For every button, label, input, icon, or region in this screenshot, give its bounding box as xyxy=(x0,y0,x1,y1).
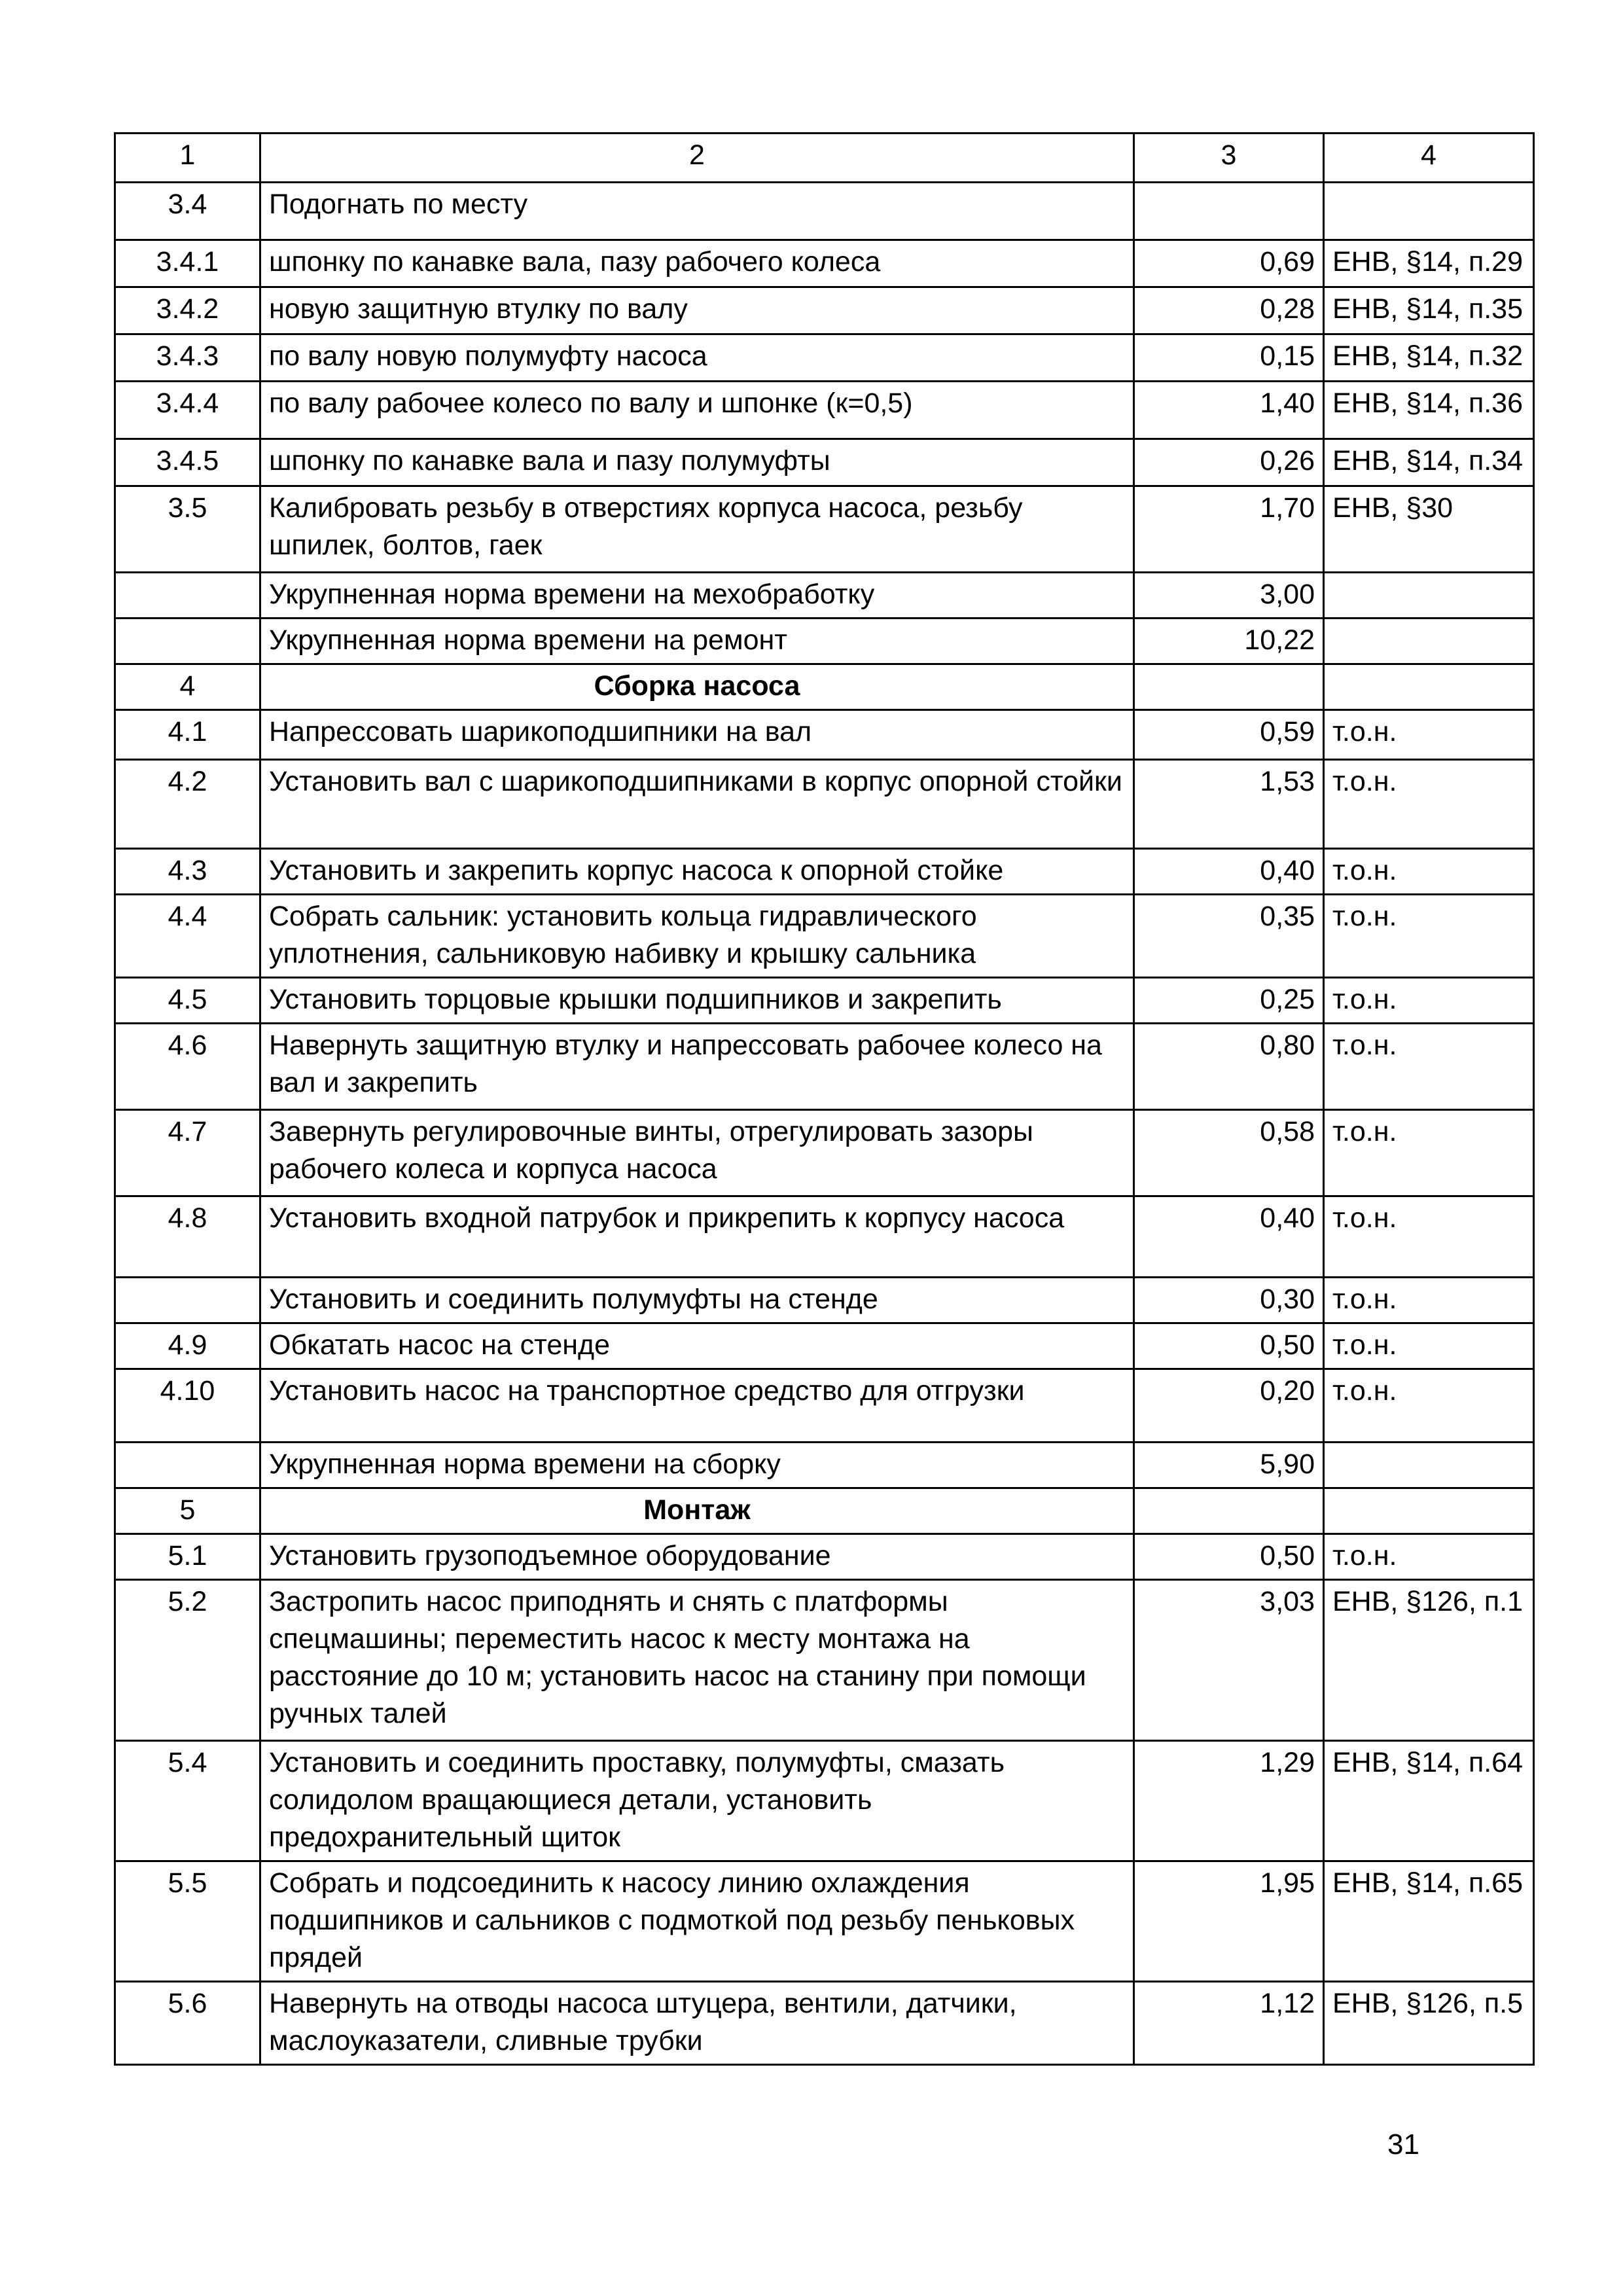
table-row xyxy=(115,1278,1534,1323)
operation-text: Застропить насос приподнять и снять с платформы спецмашины; переместить насос к месту монтажа на расстояние до 10 м; установить насос на станину при помощи ручных талей xyxy=(260,1580,1134,1741)
norm-reference: т.о.н. xyxy=(1324,1534,1534,1580)
column-header-time: 3 xyxy=(1134,134,1324,183)
norm-reference: т.о.н. xyxy=(1324,1024,1534,1110)
norm-reference: ЕНВ, §14, п.65 xyxy=(1324,1861,1534,1982)
norm-reference: т.о.н. xyxy=(1324,1323,1534,1369)
operation-text: Установить входной патрубок и прикрепить к корпусу насоса xyxy=(260,1196,1134,1278)
time-norm: 0,58 xyxy=(1134,1110,1324,1196)
column-header-number: 1 xyxy=(115,134,260,183)
table-row xyxy=(115,573,1534,619)
row-number: 4 xyxy=(115,664,260,710)
time-norm: 1,12 xyxy=(1134,1982,1324,2065)
table-row xyxy=(115,1443,1534,1488)
table-row xyxy=(115,619,1534,664)
table-row xyxy=(115,1982,1534,2065)
table-row xyxy=(115,710,1534,760)
row-number: 4.1 xyxy=(115,710,260,760)
section-row xyxy=(115,1488,1534,1534)
time-norm xyxy=(1134,183,1324,240)
table-row xyxy=(115,1024,1534,1110)
row-number: 3.4.2 xyxy=(115,287,260,334)
row-number: 3.4 xyxy=(115,183,260,240)
operation-text: шпонку по канавке вала, пазу рабочего колеса xyxy=(260,240,1134,287)
norm-reference: т.о.н. xyxy=(1324,1110,1534,1196)
time-norm: 1,70 xyxy=(1134,486,1324,573)
operation-text: Калибровать резьбу в отверстиях корпуса насоса, резьбу шпилек, болтов, гаек xyxy=(260,486,1134,573)
norm-reference: т.о.н. xyxy=(1324,1278,1534,1323)
row-number: 4.9 xyxy=(115,1323,260,1369)
norm-reference: ЕНВ, §126, п.1 xyxy=(1324,1580,1534,1741)
norm-reference: т.о.н. xyxy=(1324,1369,1534,1443)
section-title: Сборка насоса xyxy=(260,664,1134,710)
time-norm: 0,80 xyxy=(1134,1024,1324,1110)
section-row xyxy=(115,664,1534,710)
time-norm xyxy=(1134,664,1324,710)
time-norm: 1,29 xyxy=(1134,1741,1324,1861)
row-number: 4.10 xyxy=(115,1369,260,1443)
time-norm: 0,26 xyxy=(1134,439,1324,486)
operation-text: Собрать сальник: установить кольца гидравлического уплотнения, сальниковую набивку и крышку сальника xyxy=(260,895,1134,978)
operation-text: Укрупненная норма времени на ремонт xyxy=(260,619,1134,664)
norm-reference: т.о.н. xyxy=(1324,710,1534,760)
table-row xyxy=(115,1369,1534,1443)
operation-text: Напрессовать шарикоподшипники на вал xyxy=(260,710,1134,760)
operation-text: Установить и соединить проставку, полумуфты, смазать солидолом вращающиеся детали, установить предохранительный щиток xyxy=(260,1741,1134,1861)
time-norm: 0,15 xyxy=(1134,334,1324,382)
table-body xyxy=(115,134,1534,2065)
table-row xyxy=(115,1580,1534,1741)
norm-reference: ЕНВ, §14, п.34 xyxy=(1324,439,1534,486)
row-number: 5 xyxy=(115,1488,260,1534)
time-norm: 0,25 xyxy=(1134,978,1324,1024)
time-norm xyxy=(1134,1488,1324,1534)
row-number: 5.4 xyxy=(115,1741,260,1861)
time-norm: 0,50 xyxy=(1134,1534,1324,1580)
row-number: 3.4.1 xyxy=(115,240,260,287)
table-row xyxy=(115,439,1534,486)
operation-text: шпонку по канавке вала и пазу полумуфты xyxy=(260,439,1134,486)
norm-reference xyxy=(1324,183,1534,240)
table-row xyxy=(115,895,1534,978)
row-number: 4.3 xyxy=(115,849,260,895)
table-row xyxy=(115,1323,1534,1369)
table-row xyxy=(115,760,1534,849)
time-norm: 0,28 xyxy=(1134,287,1324,334)
time-norm: 0,20 xyxy=(1134,1369,1324,1443)
row-number xyxy=(115,573,260,619)
row-number: 4.2 xyxy=(115,760,260,849)
section-title: Монтаж xyxy=(260,1488,1134,1534)
norm-reference xyxy=(1324,619,1534,664)
operation-text: Установить и соединить полумуфты на стенде xyxy=(260,1278,1134,1323)
operation-text: Установить вал с шарикоподшипниками в корпус опорной стойки xyxy=(260,760,1134,849)
time-norm: 0,40 xyxy=(1134,1196,1324,1278)
operation-text: по валу рабочее колесо по валу и шпонке (к=0,5) xyxy=(260,382,1134,439)
time-norm: 1,53 xyxy=(1134,760,1324,849)
operation-text: Обкатать насос на стенде xyxy=(260,1323,1134,1369)
operation-text: Собрать и подсоединить к насосу линию охлаждения подшипников и сальников с подмоткой под резьбу пеньковых прядей xyxy=(260,1861,1134,1982)
operation-text: новую защитную втулку по валу xyxy=(260,287,1134,334)
operation-text: Подогнать по месту xyxy=(260,183,1134,240)
time-norm: 1,95 xyxy=(1134,1861,1324,1982)
row-number: 3.4.5 xyxy=(115,439,260,486)
table-row xyxy=(115,287,1534,334)
page-number: 31 xyxy=(1387,2128,1419,2161)
operation-text: Установить насос на транспортное средство для отгрузки xyxy=(260,1369,1134,1443)
operation-text: Установить грузоподъемное оборудование xyxy=(260,1534,1134,1580)
work-norms-table xyxy=(114,132,1535,2066)
table-row xyxy=(115,334,1534,382)
norm-reference: ЕНВ, §14, п.32 xyxy=(1324,334,1534,382)
time-norm: 3,00 xyxy=(1134,573,1324,619)
table-row xyxy=(115,1534,1534,1580)
table-row xyxy=(115,382,1534,439)
row-number: 4.5 xyxy=(115,978,260,1024)
table-header-row xyxy=(115,134,1534,183)
operation-text: по валу новую полумуфту насоса xyxy=(260,334,1134,382)
norm-reference: ЕНВ, §14, п.35 xyxy=(1324,287,1534,334)
time-norm: 3,03 xyxy=(1134,1580,1324,1741)
operation-text: Установить торцовые крышки подшипников и закрепить xyxy=(260,978,1134,1024)
time-norm: 0,50 xyxy=(1134,1323,1324,1369)
norm-reference xyxy=(1324,1443,1534,1488)
operation-text: Укрупненная норма времени на мехобработку xyxy=(260,573,1134,619)
row-number: 4.4 xyxy=(115,895,260,978)
norm-reference: т.о.н. xyxy=(1324,849,1534,895)
norm-reference xyxy=(1324,573,1534,619)
row-number: 5.5 xyxy=(115,1861,260,1982)
operation-text: Навернуть защитную втулку и напрессовать рабочее колесо на вал и закрепить xyxy=(260,1024,1134,1110)
table-row xyxy=(115,240,1534,287)
row-number: 3.4.3 xyxy=(115,334,260,382)
norm-reference: ЕНВ, §14, п.64 xyxy=(1324,1741,1534,1861)
table-row xyxy=(115,1861,1534,1982)
row-number xyxy=(115,1278,260,1323)
table-row xyxy=(115,849,1534,895)
time-norm: 0,59 xyxy=(1134,710,1324,760)
operation-text: Завернуть регулировочные винты, отрегулировать зазоры рабочего колеса и корпуса насоса xyxy=(260,1110,1134,1196)
table-row xyxy=(115,1741,1534,1861)
row-number: 4.8 xyxy=(115,1196,260,1278)
row-number: 3.4.4 xyxy=(115,382,260,439)
norm-reference: ЕНВ, §126, п.5 xyxy=(1324,1982,1534,2065)
table-row xyxy=(115,183,1534,240)
norm-reference: т.о.н. xyxy=(1324,760,1534,849)
norm-reference: ЕНВ, §14, п.29 xyxy=(1324,240,1534,287)
time-norm: 0,30 xyxy=(1134,1278,1324,1323)
row-number xyxy=(115,619,260,664)
time-norm: 0,40 xyxy=(1134,849,1324,895)
norm-reference: ЕНВ, §30 xyxy=(1324,486,1534,573)
norm-reference xyxy=(1324,664,1534,710)
norm-reference: т.о.н. xyxy=(1324,978,1534,1024)
row-number: 5.6 xyxy=(115,1982,260,2065)
table-row xyxy=(115,1196,1534,1278)
time-norm: 0,35 xyxy=(1134,895,1324,978)
time-norm: 0,69 xyxy=(1134,240,1324,287)
row-number: 3.5 xyxy=(115,486,260,573)
norm-reference xyxy=(1324,1488,1534,1534)
table-row xyxy=(115,978,1534,1024)
table-row xyxy=(115,1110,1534,1196)
norm-reference: т.о.н. xyxy=(1324,1196,1534,1278)
operation-text: Установить и закрепить корпус насоса к опорной стойке xyxy=(260,849,1134,895)
row-number: 5.2 xyxy=(115,1580,260,1741)
column-header-reference: 4 xyxy=(1324,134,1534,183)
row-number xyxy=(115,1443,260,1488)
operation-text: Укрупненная норма времени на сборку xyxy=(260,1443,1134,1488)
operation-text: Навернуть на отводы насоса штуцера, вентили, датчики, маслоуказатели, сливные трубки xyxy=(260,1982,1134,2065)
time-norm: 10,22 xyxy=(1134,619,1324,664)
time-norm: 1,40 xyxy=(1134,382,1324,439)
row-number: 4.6 xyxy=(115,1024,260,1110)
row-number: 5.1 xyxy=(115,1534,260,1580)
norm-reference: ЕНВ, §14, п.36 xyxy=(1324,382,1534,439)
norm-reference: т.о.н. xyxy=(1324,895,1534,978)
column-header-operation: 2 xyxy=(260,134,1134,183)
table-row xyxy=(115,486,1534,573)
row-number: 4.7 xyxy=(115,1110,260,1196)
time-norm: 5,90 xyxy=(1134,1443,1324,1488)
